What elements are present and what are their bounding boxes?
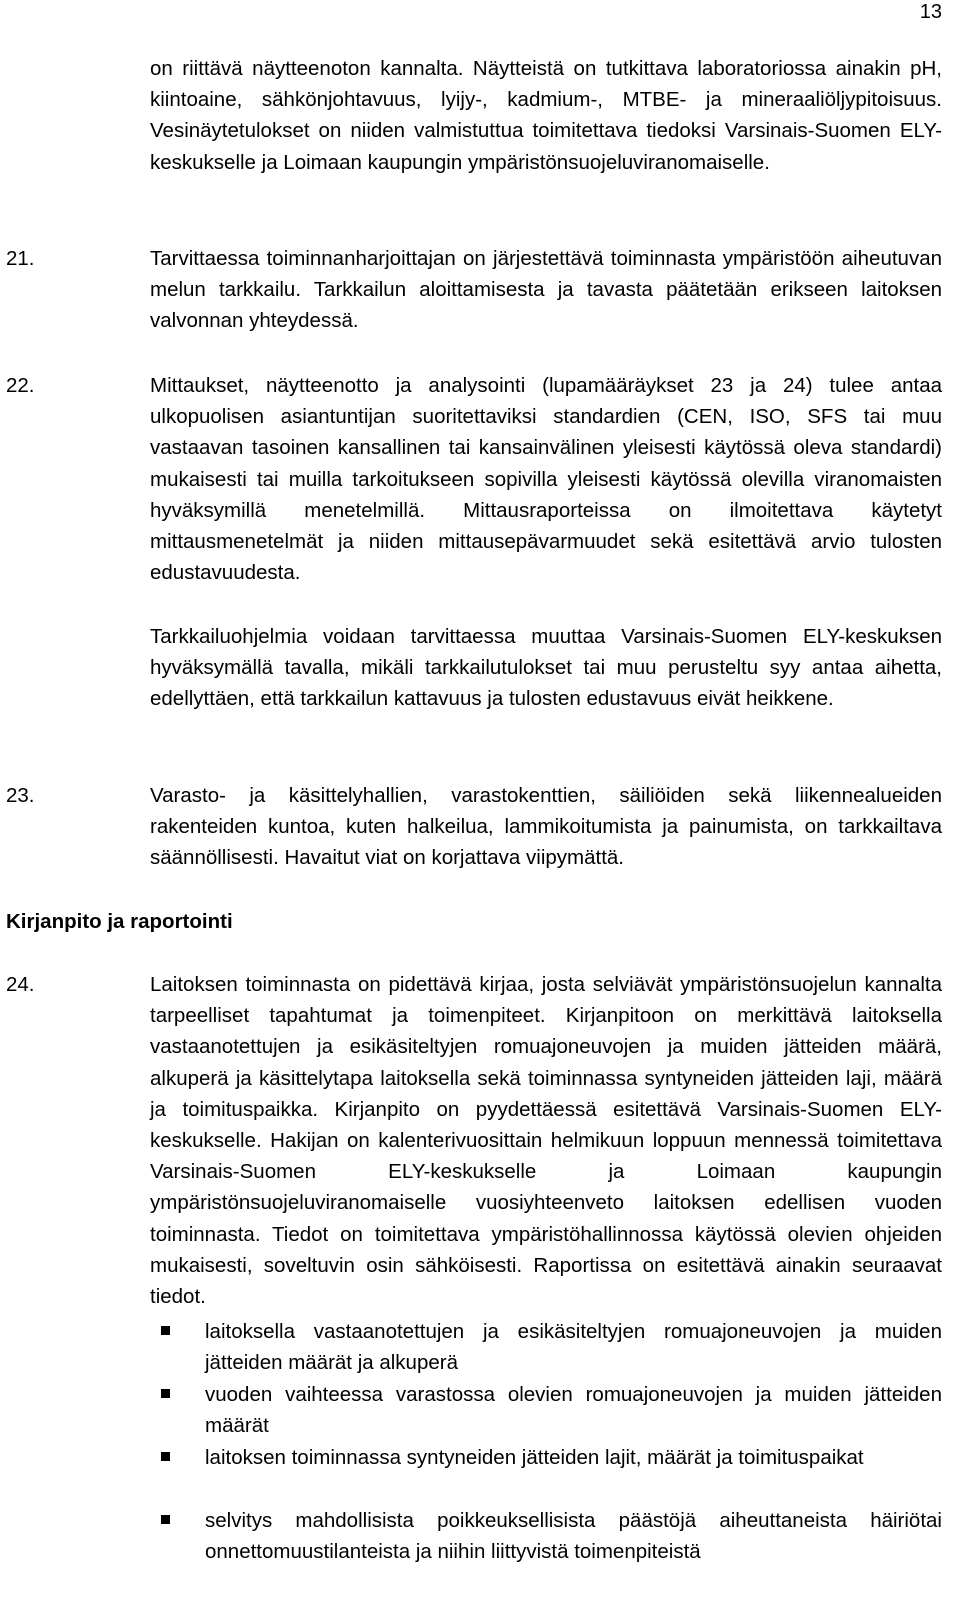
bullet-icon [161,1389,170,1398]
section-heading: Kirjanpito ja raportointi [6,910,233,933]
bullet-icon [161,1326,170,1335]
list-item: laitoksen toiminnassa syntyneiden jätteiden lajit, määrät ja toimituspaikat [205,1446,864,1469]
item-24-text: Laitoksen toiminnasta on pidettävä kirjaa, josta selviävät ympäristönsuojelun kannalta tarpeelliset tapahtumat ja toimenpiteet. Kirjanpitoon on merkittävä laitoksella vastaanotettujen ja esikäsiteltyjen romuajoneuvojen ja muiden jätteiden määrä, alkuperä ja käsittelytapa laitoksella sekä toiminnassa syntyneiden jätteiden laji, määrä ja toimituspaikka. Kirjanpito on pyydettäessä esitettävä Varsinais-Suomen ELY-keskukselle. Hakijan on kalenterivuosittain helmikuun loppuun mennessä toimitettava Varsinais-Suomen ELY-keskukselle ja Loimaan kaupungin ympäristönsuojeluviranomaiselle vuosiyhteenveto laitoksen edellisen vuoden toiminnasta. Tiedot on toimitettava ympäristöhallinnossa käytössä olevien ohjeiden mukaisesti, soveltuvin osin sähköisesti. Raportissa on esitettävä ainakin seuraavat tiedot. [150,973,942,1309]
list-item: vuoden vaihteessa varastossa olevien romuajoneuvojen ja muiden jätteiden määrät [205,1383,942,1438]
list-item: laitoksella vastaanotettujen ja esikäsiteltyjen romuajoneuvojen ja muiden jätteiden määrät ja alkuperä [205,1320,942,1375]
item-22-number: 22. [6,374,35,397]
item-22-text-2: Tarkkailuohjelmia voidaan tarvittaessa muuttaa Varsinais-Suomen ELY-keskuksen hyväksymällä tavalla, mikäli tarkkailutulokset tai muu perusteltu syy antaa aihetta, edellyttäen, että tarkkailun kattavuus ja tulosten edustavuus eivät heikkene. [150,625,942,711]
item-23-text: Varasto- ja käsittelyhallien, varastokenttien, säiliöiden sekä liikennealueiden rakenteiden kuntoa, kuten halkeilua, lammikoitumista ja painumista, on tarkkailtava säännöllisesti. Havaitut viat on korjattava viipymättä. [150,784,942,870]
item-21-number: 21. [6,247,35,270]
item-24-number: 24. [6,973,35,996]
page-number: 13 [919,1,942,23]
item-22-text: Mittaukset, näytteenotto ja analysointi (lupamääräykset 23 ja 24) tulee antaa ulkopuolisen asiantuntijan suoritettaviksi standardien (CEN, ISO, SFS tai muu vastaavan tasoinen kansallinen tai kansainvälinen yleisesti käytössä oleva standardi) mukaisesti tai muilla tarkoitukseen sopivilla yleisesti käytössä olevilla viranomaisten hyväksymillä menetelmillä. Mittausraporteissa on ilmoitettava käytetyt mittausmenetelmät ja niiden mittausepävarmuudet sekä esitettävä arvio tulosten edustavuudesta. [150,374,942,585]
bullet-icon [161,1452,170,1461]
intro-paragraph: on riittävä näytteenoton kannalta. Näytteistä on tutkittava laboratoriossa ainakin pH, kiintoaine, sähkönjohtavuus, lyijy-, kadmium-, MTBE- ja mineraaliöljypitoisuus. Vesinäytetulokset on niiden valmistuttua toimitettava tiedoksi Varsinais-Suomen ELY-keskukselle ja Loimaan kaupungin ympäristönsuojeluviranomaiselle. [150,57,942,174]
item-23-number: 23. [6,784,35,807]
list-item: selvitys mahdollisista poikkeuksellisista päästöjä aiheuttaneista häiriötai onnettomuustilanteista ja niihin liittyvistä toimenpiteistä [205,1509,942,1564]
bullet-icon [161,1515,170,1524]
item-21-text: Tarvittaessa toiminnanharjoittajan on järjestettävä toiminnasta ympäristöön aiheutuvan melun tarkkailu. Tarkkailun aloittamisesta ja tavasta päätetään erikseen laitoksen valvonnan yhteydessä. [150,247,942,333]
